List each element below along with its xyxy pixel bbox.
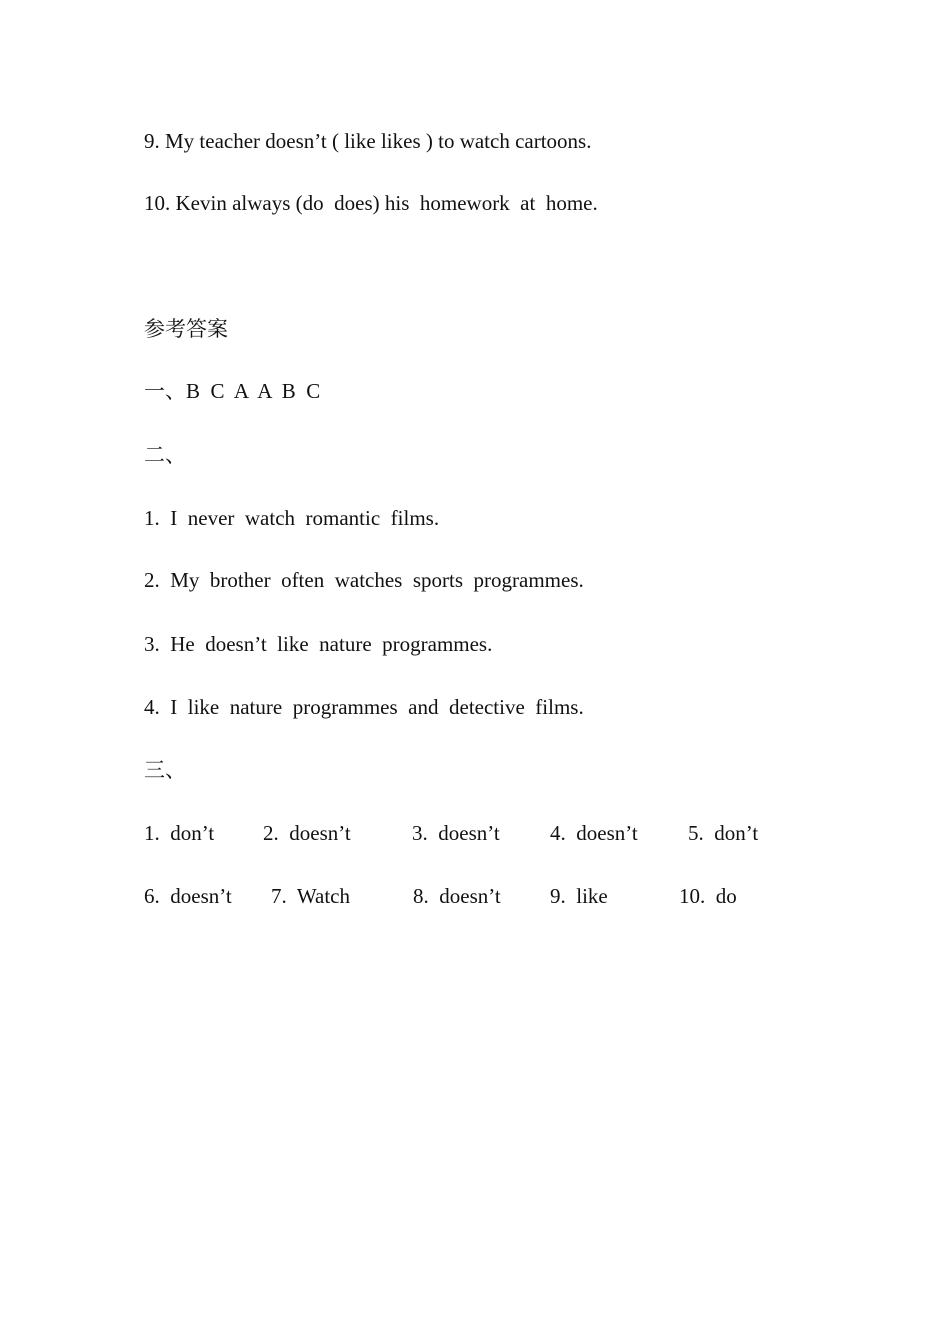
answer-cell: 2. doesn’t bbox=[263, 821, 351, 845]
answer-cell: 4. doesn’t bbox=[550, 821, 638, 845]
answers-heading: 参考答案 bbox=[144, 317, 228, 341]
answers-part2-item-4: 4. I like nature programmes and detective films. bbox=[144, 695, 584, 719]
answer-cell: 9. like bbox=[550, 884, 608, 908]
answer-cell: 1. don’t bbox=[144, 821, 215, 845]
answer-cell: 10. do bbox=[679, 884, 737, 908]
question-9: 9. My teacher doesn’t ( like likes ) to watch cartoons. bbox=[144, 129, 592, 153]
answers-part2-item-1: 1. I never watch romantic films. bbox=[144, 506, 440, 530]
answers-part3-heading: 三、 bbox=[144, 758, 186, 782]
answers-part1: 一、B C A A B C bbox=[144, 379, 321, 403]
answers-part2-item-3: 3. He doesn’t like nature programmes. bbox=[144, 632, 493, 656]
answers-part2-heading: 二、 bbox=[144, 443, 186, 467]
answer-cell: 7. Watch bbox=[271, 884, 350, 908]
answer-cell: 5. don’t bbox=[688, 821, 759, 845]
question-10: 10. Kevin always (do does) his homework at home. bbox=[144, 191, 598, 215]
answer-cell: 8. doesn’t bbox=[413, 884, 501, 908]
answer-cell: 3. doesn’t bbox=[412, 821, 500, 845]
answer-cell: 6. doesn’t bbox=[144, 884, 232, 908]
answers-part2-item-2: 2. My brother often watches sports programmes. bbox=[144, 568, 584, 592]
